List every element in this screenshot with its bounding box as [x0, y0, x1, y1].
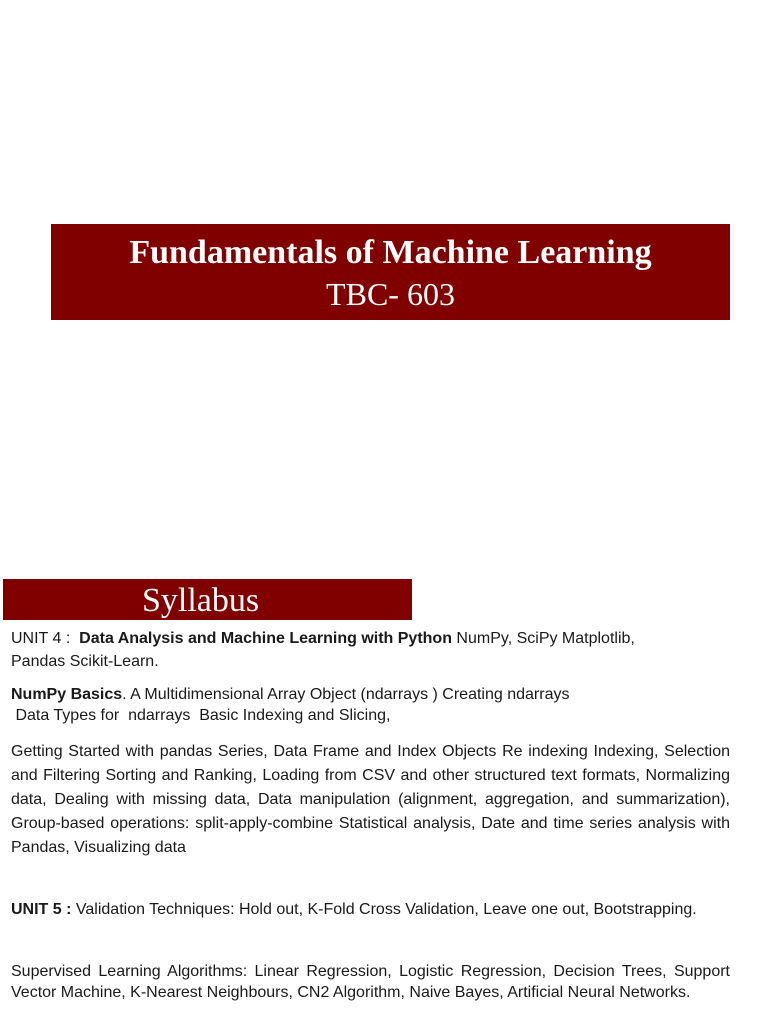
unit4-line2: Pandas Scikit-Learn.: [11, 653, 159, 670]
unit4-heading: Data Analysis and Machine Learning with Python: [79, 630, 452, 647]
supervised-paragraph: Supervised Learning Algorithms: Linear Regression, Logistic Regression, Decision Trees, Support Vector Machine, K-Nearest Neighbours, CN2 Algorithm, Naive Bayes, Artificial Neural Networks.: [11, 963, 730, 1001]
supervised-section: [11, 962, 730, 1003]
unit5-heading: UNIT 5 :: [11, 901, 72, 918]
unit5-section: [11, 900, 730, 921]
course-title: Fundamentals of Machine Learning: [129, 234, 652, 271]
unit5-text: Validation Techniques: Hold out, K-Fold Cross Validation, Leave one out, Bootstrapping.: [71, 901, 697, 918]
title-banner: [51, 224, 730, 320]
numpy-line1: [11, 685, 730, 706]
numpy-text-1: . A Multidimensional Array Object (ndarrays ) Creating ndarrays: [122, 686, 570, 703]
syllabus-heading: Syllabus: [142, 582, 260, 619]
unit4-section: [11, 627, 730, 673]
numpy-line2: Data Types for ndarrays Basic Indexing and Slicing,: [11, 706, 391, 724]
unit4-text-1: NumPy, SciPy Matplotlib,: [451, 630, 635, 647]
pandas-paragraph: Getting Started with pandas Series, Data Frame and Index Objects Re indexing Indexing, Selection and Filtering Sorting and Ranking, Loading from CSV and other structured text formats, Normalizing data, Dealing with missing data, Data manipulation (alignment, aggregation, and summarization), Group-based operations: split-apply-combine Statistical analysis, Date and time series analysis with Pandas, Visualizing data: [11, 743, 730, 856]
pandas-section: [11, 740, 730, 860]
numpy-section: [11, 685, 730, 726]
unit5-paragraph: [11, 900, 730, 921]
numpy-heading: NumPy Basics: [11, 686, 123, 703]
course-code: TBC- 603: [326, 276, 455, 312]
syllabus-banner: [3, 579, 412, 620]
unit4-prefix: UNIT 4 :: [11, 630, 80, 647]
unit4-line1: [11, 627, 730, 650]
